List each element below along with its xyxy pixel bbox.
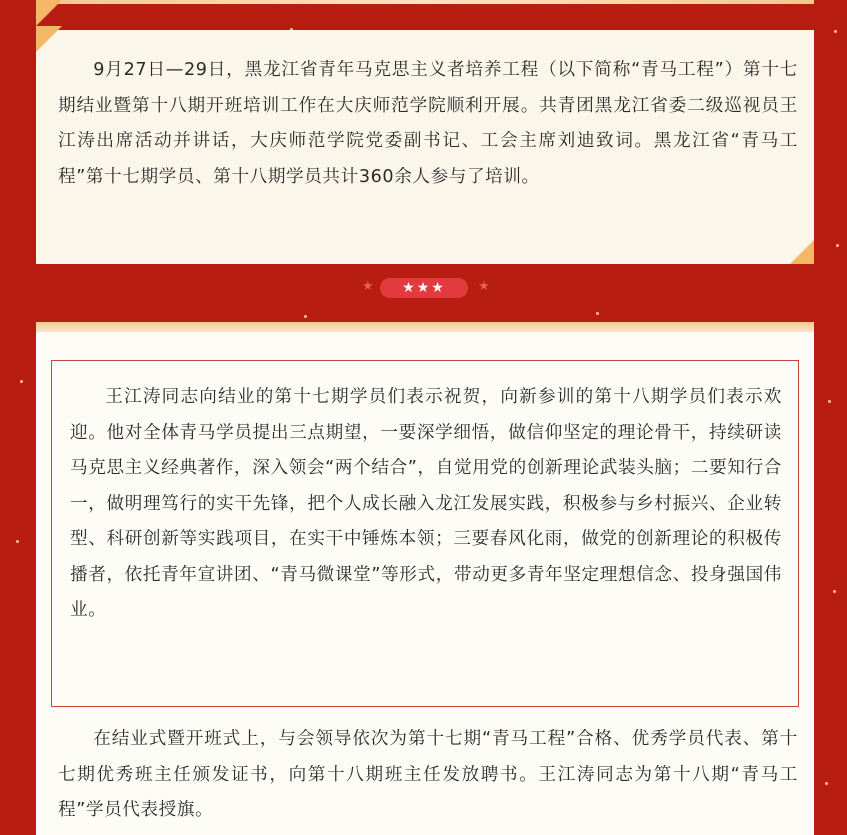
sparkle-decoration [828, 400, 831, 403]
intro-paragraph: 9月27日—29日，黑龙江省青年马克思主义者培养工程（以下简称“青马工程”）第十七期结业暨第十八期开班培训工作在大庆师范学院顺利开展。共青团黑龙江省委二级巡视员王江涛出席活动并讲话，大庆师范学院党委副书记、工会主席刘迪致词。黑龙江省“青马工程”第十七期学员、第十八期学员共计360余人参与了培训。 [58, 60, 798, 187]
intro-card-border [36, 0, 814, 4]
corner-ornament [790, 240, 814, 264]
quote-paragraph: 王江涛同志向结业的第十七期学员们表示祝贺，向新参训的第十八期学员们表示欢迎。他对全体青马学员提出三点期望，一要深学细悟，做信仰坚定的理论骨干，持续研读马克思主义经典著作，深入领会“两个结合”，自觉用党的创新理论武装头脑；二要知行合一，做明理笃行的实干先锋，把个人成长融入龙江发展实践，积极参与乡村振兴、企业转型、科研创新等实践项目，在实干中锤炼本领；三要春风化雨，做党的创新理论的积极传播者，依托青年宣讲团、“青马微课堂”等形式，带动更多青年坚定理想信念、投身强国伟业。 [70, 387, 782, 620]
corner-ornament [36, 0, 62, 26]
star-icon: ★ [362, 279, 374, 294]
divider-pill: ★★★ [380, 278, 468, 298]
sparkle-decoration [834, 30, 837, 33]
sparkle-decoration [596, 312, 599, 315]
star-icon: ★ [478, 279, 490, 294]
ceremony-paragraph: 在结业式暨开班式上，与会领导依次为第十七期“青马工程”合格、优秀学员代表、第十七期优秀班主任颁发证书，向第十八期班主任发放聘书。王江涛同志为第十八期“青马工程”学员代表授旗。 [58, 729, 798, 820]
sparkle-decoration [20, 380, 23, 383]
star-divider [0, 276, 847, 300]
content-card-border [36, 322, 814, 332]
sparkle-decoration [833, 590, 836, 593]
sparkle-decoration [825, 782, 828, 785]
sparkle-decoration [836, 244, 839, 247]
sparkle-decoration [16, 540, 19, 543]
sparkle-decoration [304, 315, 307, 318]
corner-ornament [36, 26, 62, 52]
